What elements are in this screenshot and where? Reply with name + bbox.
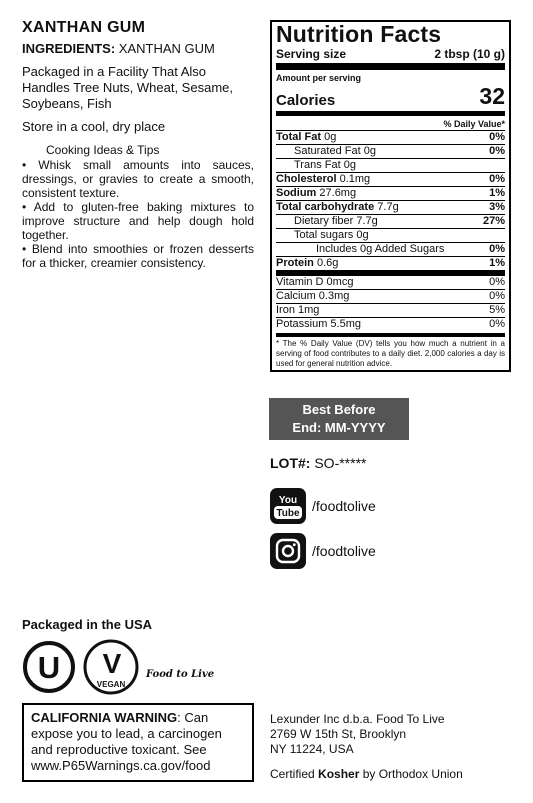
nutrient-label: Total Fat xyxy=(276,131,322,143)
nutrient-row-protein xyxy=(276,257,505,276)
youtube-icon xyxy=(270,488,306,524)
storage-note: Store in a cool, dry place xyxy=(22,119,166,134)
nutrient-label: Includes 0g Added Sugars xyxy=(316,243,445,255)
serving-label: Serving size xyxy=(276,47,347,61)
instagram-link[interactable] xyxy=(270,533,376,569)
nutrient-dv: 1% xyxy=(489,257,505,269)
nutrient-label: Iron 1mg xyxy=(276,304,320,316)
nutrient-row-calcium xyxy=(276,290,505,304)
address-line: Lexunder Inc d.b.a. Food To Live xyxy=(270,712,445,726)
nutrient-label: Total sugars 0g xyxy=(294,229,369,241)
nutrient-row-cholesterol xyxy=(276,173,505,187)
warning-label: CALIFORNIA WARNING xyxy=(31,710,178,725)
nutrition-title: Nutrition Facts xyxy=(276,21,442,47)
nutrient-label: Dietary fiber 7.7g xyxy=(294,215,378,227)
youtube-icon-text-top: You xyxy=(278,495,298,506)
nutrient-dv: 27% xyxy=(482,215,505,227)
warning-text: : Can expose you to lead, a carcinogen and reproductive toxicant. See www.P65Warnings.ca.gov/food xyxy=(31,710,222,773)
certification-logos xyxy=(22,638,214,696)
calories-label: Calories xyxy=(276,92,336,109)
best-before-label: Best Before xyxy=(302,402,376,417)
tips-heading: Cooking Ideas & Tips xyxy=(46,143,160,157)
vegan-logo-letter: V xyxy=(102,648,122,679)
facility-note: Packaged in a Facility That Also Handles Tree Nuts, Wheat, Sesame, Soybeans, Fish xyxy=(22,64,233,111)
nutrient-label: Trans Fat 0g xyxy=(294,159,356,171)
kosher-certification xyxy=(270,767,463,781)
nutrient-label: Potassium 5.5mg xyxy=(276,318,361,330)
ingredients-value: XANTHAN GUM xyxy=(115,41,215,56)
nutrient-row-sugars xyxy=(276,229,505,243)
vegan-logo-icon xyxy=(82,638,140,696)
serving-value: 2 tbsp (10 g) xyxy=(434,47,505,61)
california-warning xyxy=(22,703,254,782)
nutrient-dv: 0% xyxy=(489,131,505,143)
nutrient-dv: 0% xyxy=(489,276,505,288)
ingredients xyxy=(22,41,254,57)
youtube-icon-text-bottom: Tube xyxy=(276,508,300,519)
ingredients-label: INGREDIENTS: xyxy=(22,41,116,56)
nutrient-label: Total carbohydrate xyxy=(276,201,375,213)
nutrient-amount: 0.6g xyxy=(313,257,339,269)
kosher-logo-letter: U xyxy=(37,650,61,685)
kosher-text-post: by Orthodox Union xyxy=(359,767,463,781)
instagram-handle: /foodtolive xyxy=(312,543,376,559)
company-address xyxy=(270,712,445,757)
lot-number xyxy=(270,455,366,471)
nutrient-amount: 7.7g xyxy=(374,201,399,213)
serving-size-row xyxy=(276,48,505,70)
nutrient-amount: 0g xyxy=(321,131,337,143)
nutrient-label: Calcium 0.3mg xyxy=(276,290,350,302)
address-line: 2769 W 15th St, Brooklyn xyxy=(270,727,407,741)
nutrient-label: Sodium xyxy=(276,187,317,199)
nutrient-row-carbohydrate xyxy=(276,201,505,215)
tip-item: • Whisk small amounts into sauces, dressings, or gravies to create a smooth, consistent texture. xyxy=(22,158,254,200)
nutrient-row-iron xyxy=(276,304,505,318)
nutrient-label: Vitamin D 0mcg xyxy=(276,276,354,288)
lot-label: LOT#: xyxy=(270,455,311,471)
nutrient-dv: 5% xyxy=(489,304,505,316)
best-before-date: End: MM-YYYY xyxy=(292,420,386,435)
lot-value: SO-***** xyxy=(310,455,367,471)
nutrient-row-potassium xyxy=(276,318,505,333)
calories-row xyxy=(276,83,505,116)
address-line: NY 11224, USA xyxy=(270,742,354,756)
instagram-icon xyxy=(270,533,306,569)
nutrient-amount: 0.1mg xyxy=(336,173,371,185)
product-info xyxy=(22,18,254,270)
kosher-text-bold: Kosher xyxy=(318,767,360,781)
best-before-box xyxy=(269,398,409,440)
nutrient-amount: 27.6mg xyxy=(316,187,357,199)
youtube-handle: /foodtolive xyxy=(312,498,376,514)
nutrient-row-sodium xyxy=(276,187,505,201)
tip-item: • Add to gluten-free baking mixtures to improve structure and help dough hold together. xyxy=(22,200,254,242)
kosher-ou-logo-icon xyxy=(22,640,76,694)
nutrition-footnote: * The % Daily Value (DV) tells you how much a nutrient in a serving of food contributes to a daily diet. 2,000 calories a day is used for general nutrition advice. xyxy=(276,333,505,369)
nutrient-dv: 0% xyxy=(489,290,505,302)
nutrient-label: Protein xyxy=(276,257,314,269)
nutrient-row-total-fat xyxy=(276,131,505,145)
nutrient-label: Saturated Fat 0g xyxy=(294,145,376,157)
kosher-text-pre: Certified xyxy=(270,767,319,781)
nutrition-facts-panel xyxy=(270,20,511,372)
brand-logo: Food to Live xyxy=(146,668,215,680)
nutrient-row-added-sugars xyxy=(276,243,505,257)
nutrient-dv: 1% xyxy=(489,187,505,199)
calories-value: 32 xyxy=(479,83,505,109)
daily-value-header: % Daily Value* xyxy=(276,116,505,131)
nutrient-row-fiber xyxy=(276,215,505,229)
nutrient-dv: 0% xyxy=(489,318,505,330)
nutrient-row-saturated-fat xyxy=(276,145,505,159)
nutrient-row-trans-fat xyxy=(276,159,505,173)
nutrient-row-vitamin-d xyxy=(276,276,505,290)
vegan-logo-text: VEGAN xyxy=(96,680,126,689)
amount-per-serving: Amount per serving xyxy=(276,73,362,83)
nutrient-dv: 0% xyxy=(489,173,505,185)
packaged-in-usa: Packaged in the USA xyxy=(22,617,153,632)
product-title: XANTHAN GUM xyxy=(22,19,146,36)
youtube-link[interactable] xyxy=(270,488,376,524)
nutrient-dv: 0% xyxy=(489,243,505,255)
nutrient-dv: 3% xyxy=(489,201,505,213)
tip-item: • Blend into smoothies or frozen desserts for a thicker, creamier consistency. xyxy=(22,242,254,270)
nutrient-dv: 0% xyxy=(489,145,505,157)
nutrient-label: Cholesterol xyxy=(276,173,337,185)
